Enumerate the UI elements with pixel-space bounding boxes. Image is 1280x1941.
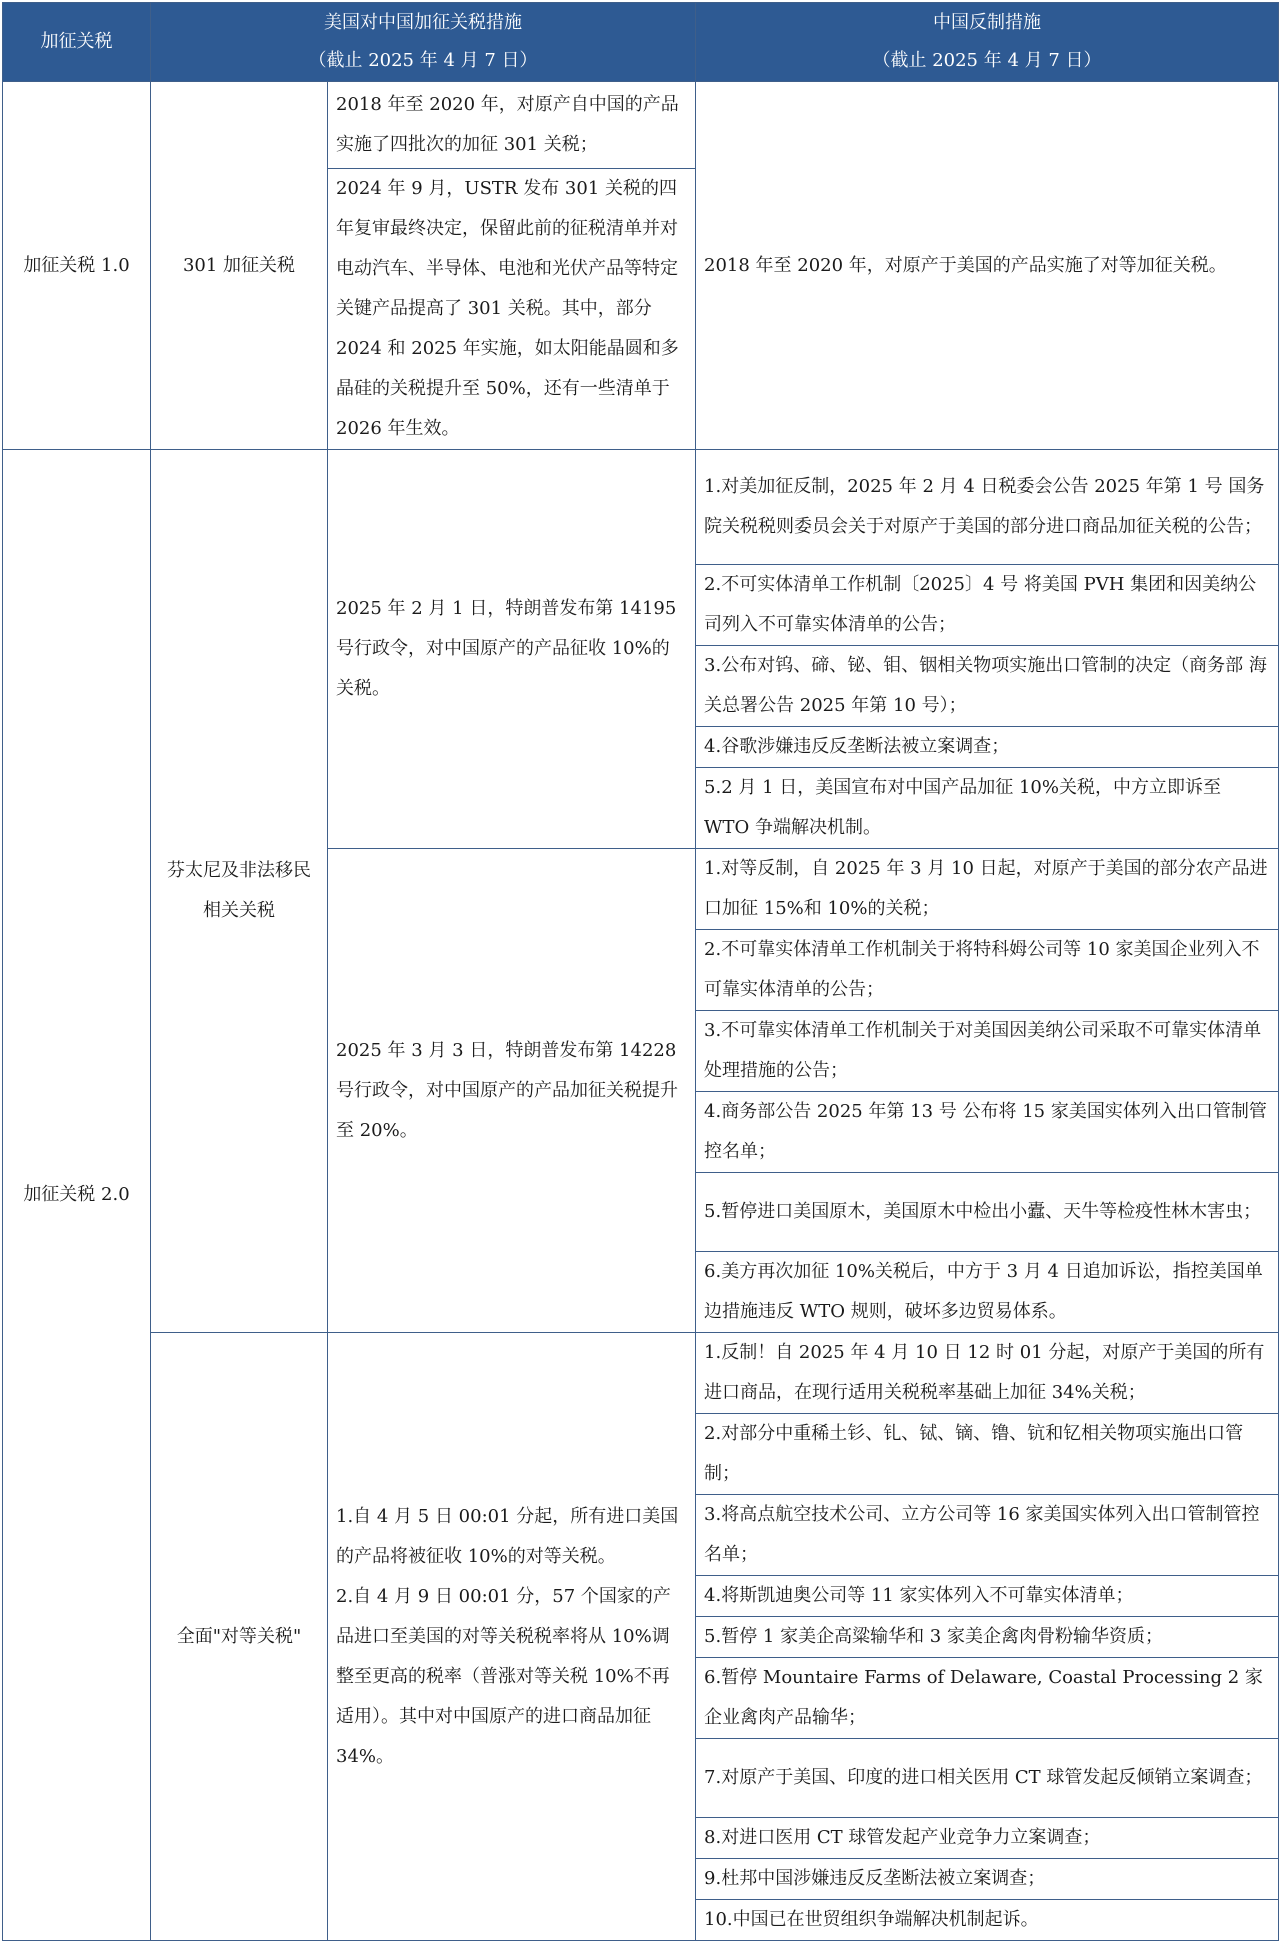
cn-measure-item: 2.不可靠实体清单工作机制关于将特科姆公司等 10 家美国企业列入不可靠实体清单的公告； xyxy=(696,930,1279,1011)
cn-measure-item: 1.反制！自 2025 年 4 月 10 日 12 时 01 分起，对原产于美国的所有进口商品，在现行适用关税税率基础上加征 34%关税； xyxy=(696,1333,1279,1414)
tariff-table-container xyxy=(2,2,1278,1930)
header-cn-measures xyxy=(696,3,1279,82)
header-row xyxy=(3,3,1279,82)
cn-measure-item: 5.暂停 1 家美企高粱输华和 3 家美企禽肉骨粉输华资质； xyxy=(696,1617,1279,1658)
cn-measure-item: 7.对原产于美国、印度的进口相关医用 CT 球管发起反倾销立案调查； xyxy=(696,1739,1279,1818)
cn-measure-item: 3.不可靠实体清单工作机制关于对美国因美纳公司采取不可靠实体清单处理措施的公告； xyxy=(696,1011,1279,1092)
cn-measure-item: 6.暂停 Mountaire Farms of Delaware, Coastal Processing 2 家企业禽肉产品输华； xyxy=(696,1658,1279,1739)
type-301-cell: 301 加征关税 xyxy=(151,82,328,450)
table-row xyxy=(3,82,1279,169)
header-cn-title: 中国反制措施 xyxy=(933,12,1042,33)
cn-measure-item: 4.将斯凯迪奥公司等 11 家实体列入不可靠实体清单； xyxy=(696,1576,1279,1617)
header-cn-date: （截止 2025 年 4 月 7 日） xyxy=(872,50,1102,71)
us-measure-cell: 2025 年 3 月 3 日，特朗普发布第 14228 号行政令，对中国原产的产品加征关税提升至 20%。 xyxy=(328,849,696,1333)
cn-measure-item: 4.谷歌涉嫌违反反垄断法被立案调查； xyxy=(696,727,1279,768)
us-measure-cell: 2025 年 2 月 1 日，特朗普发布第 14195 号行政令，对中国原产的产品征收 10%的关税。 xyxy=(328,450,696,849)
tariff-comparison-table xyxy=(2,2,1279,1941)
header-phase: 加征关税 xyxy=(3,3,151,82)
cn-measure-item: 6.美方再次加征 10%关税后，中方于 3 月 4 日追加诉讼，指控美国单边措施违反 WTO 规则，破坏多边贸易体系。 xyxy=(696,1252,1279,1333)
cn-measure-item: 3.公布对钨、碲、铋、钼、铟相关物项实施出口管制的决定（商务部 海关总署公告 2025 年第 10 号）； xyxy=(696,646,1279,727)
cn-measure-item: 5.暂停进口美国原木，美国原木中检出小蠹、天牛等检疫性林木害虫； xyxy=(696,1173,1279,1252)
us-measure-cell xyxy=(328,1333,696,1941)
us-measure-cell: 2018 年至 2020 年，对原产自中国的产品实施了四批次的加征 301 关税； xyxy=(328,82,696,169)
cn-measure-item: 8.对进口医用 CT 球管发起产业竞争力立案调查； xyxy=(696,1818,1279,1859)
cn-measure-item: 5.2 月 1 日，美国宣布对中国产品加征 10%关税，中方立即诉至 WTO 争端解决机制。 xyxy=(696,768,1279,849)
header-us-measures xyxy=(151,3,696,82)
phase-2-cell: 加征关税 2.0 xyxy=(3,450,151,1941)
us-measure-paragraph: 2.自 4 月 9 日 00:01 分，57 个国家的产品进口至美国的对等关税税率将从 10%调整至更高的税率（普涨对等关税 10%不再适用）。其中对中国原产的进口商品加征 34%。 xyxy=(336,1585,671,1767)
phase-1-cell: 加征关税 1.0 xyxy=(3,82,151,450)
us-measure-cell: 2024 年 9 月，USTR 发布 301 关税的四年复审最终决定，保留此前的征税清单并对电动汽车、半导体、电池和光伏产品等特定关键产品提高了 301 关税。其中，部分 2024 和 2025 年实施，如太阳能晶圆和多晶硅的关税提升至 50%，还有一些清单于 2026 年生效。 xyxy=(328,169,696,450)
header-us-title: 美国对中国加征关税措施 xyxy=(324,12,522,33)
cn-measure-item: 1.对等反制，自 2025 年 3 月 10 日起，对原产于美国的部分农产品进口加征 15%和 10%的关税； xyxy=(696,849,1279,930)
type-fentanyl-cell: 芬太尼及非法移民相关关税 xyxy=(151,450,328,1333)
cn-measure-item: 1.对美加征反制，2025 年 2 月 4 日税委会公告 2025 年第 1 号 国务院关税税则委员会关于对原产于美国的部分进口商品加征关税的公告； xyxy=(696,450,1279,565)
table-row xyxy=(3,450,1279,565)
table-row xyxy=(3,1333,1279,1414)
cn-measure-cell: 2018 年至 2020 年，对原产于美国的产品实施了对等加征关税。 xyxy=(696,82,1279,450)
cn-measure-item: 9.杜邦中国涉嫌违反反垄断法被立案调查； xyxy=(696,1859,1279,1900)
cn-measure-item: 2.不可实体清单工作机制〔2025〕4 号 将美国 PVH 集团和因美纳公司列入不可靠实体清单的公告； xyxy=(696,565,1279,646)
type-reciprocal-cell: 全面"对等关税" xyxy=(151,1333,328,1941)
cn-measure-item: 2.对部分中重稀土钐、钆、铽、镝、镥、钪和钇相关物项实施出口管制； xyxy=(696,1414,1279,1495)
cn-measure-item: 4.商务部公告 2025 年第 13 号 公布将 15 家美国实体列入出口管制管控名单； xyxy=(696,1092,1279,1173)
cn-measure-item: 10.中国已在世贸组织争端解决机制起诉。 xyxy=(696,1900,1279,1941)
cn-measure-item: 3.将高点航空技术公司、立方公司等 16 家美国实体列入出口管制管控名单； xyxy=(696,1495,1279,1576)
us-measure-paragraph: 1.自 4 月 5 日 00:01 分起，所有进口美国的产品将被征收 10%的对等关税。 xyxy=(336,1505,679,1567)
header-us-date: （截止 2025 年 4 月 7 日） xyxy=(308,50,538,71)
